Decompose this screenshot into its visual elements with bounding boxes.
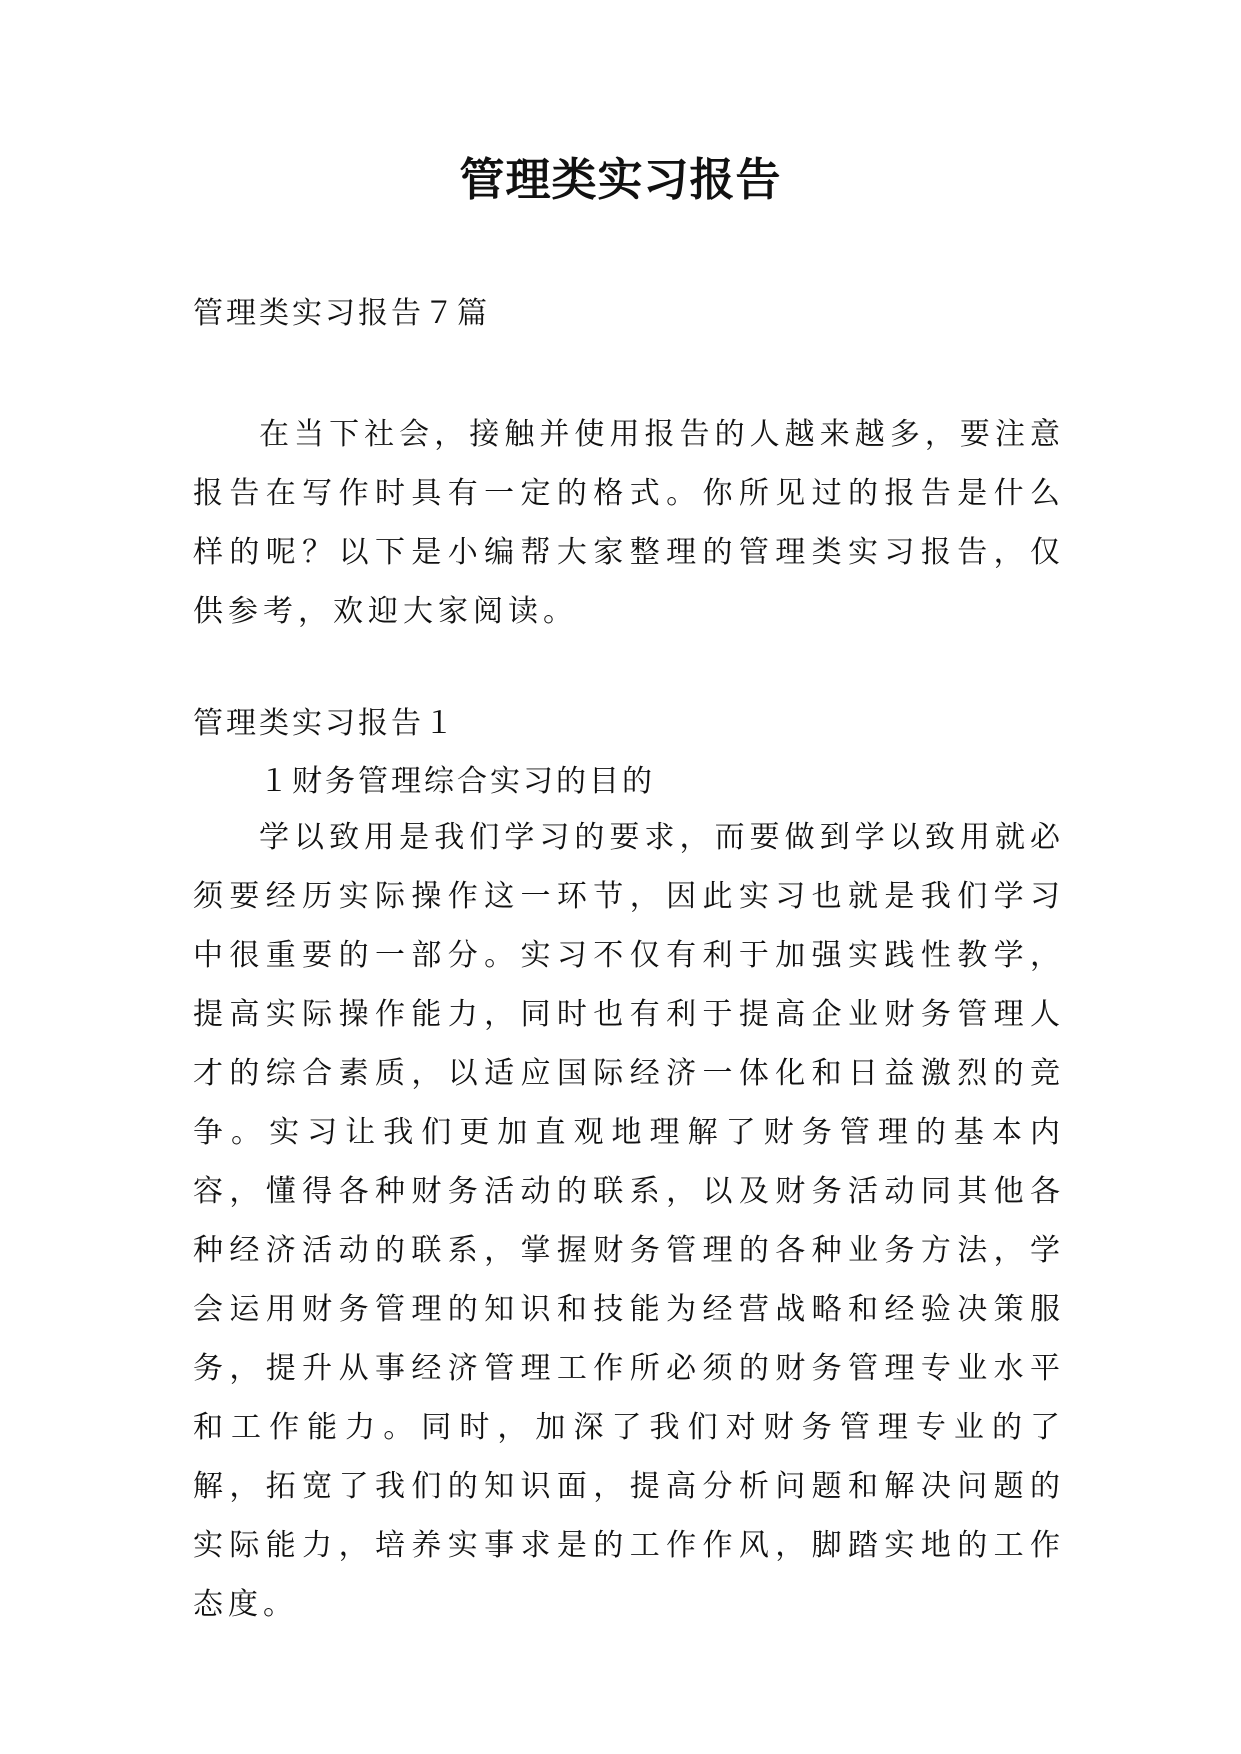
section-subheading: １财务管理综合实习的目的 bbox=[259, 764, 655, 799]
document-title: 管理类实习报告 bbox=[459, 153, 782, 206]
body-paragraph: 学以致用是我们学习的要求，而要做到学以致用就必须要经历实际操作这一环节，因此实习也就是我们学习中很重要的一部分。实习不仅有利于加强实践性教学，提高实际操作能力，同时也有利于提高企业财务管理人才的综合素质，以适应国际经济一体化和日益激烈的竞争。实习让我们更加直观地理解了财务管理的基本内容，懂得各种财务活动的联系，以及财务活动同其他各种经济活动的联系，掌握财务管理的各种业务方法，学会运用财务管理的知识和技能为经营战略和经验决策服务，提升从事经济管理工作所必须的财务管理专业水平和工作能力。同时，加深了我们对财务管理专业的了解，拓宽了我们的知识面，提高分析问题和解决问题的实际能力，培养实事求是的工作作风，脚踏实地的工作态度。 bbox=[193, 820, 1065, 1622]
section-heading: 管理类实习报告１ bbox=[193, 706, 457, 741]
document-subtitle: 管理类实习报告７篇 bbox=[193, 296, 490, 331]
intro-paragraph: 在当下社会，接触并使用报告的人越来越多，要注意报告在写作时具有一定的格式。你所见过的报告是什么样的呢？以下是小编帮大家整理的管理类实习报告，仅供参考，欢迎大家阅读。 bbox=[193, 417, 1065, 629]
